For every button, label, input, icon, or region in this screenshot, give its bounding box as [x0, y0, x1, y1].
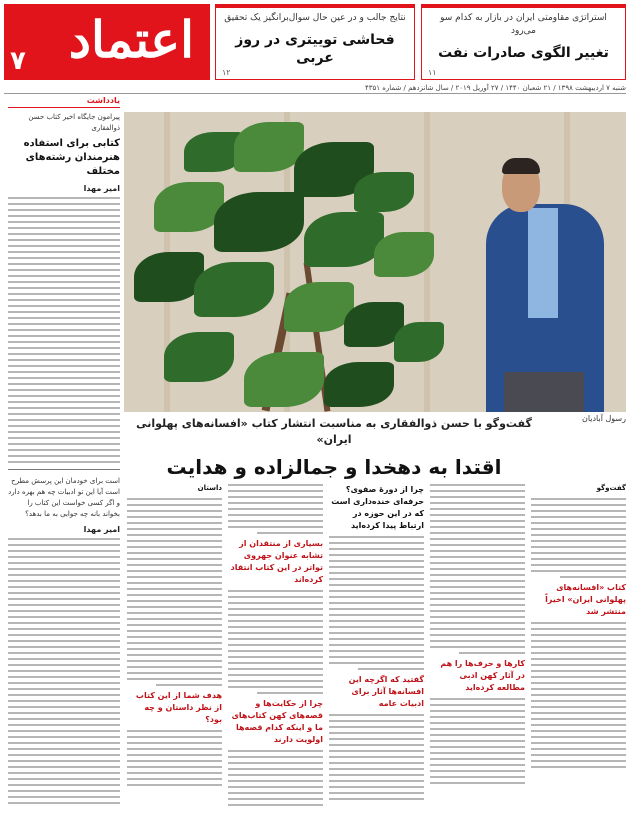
teaser-kicker: استراتژی مقاومتی ایران در بازار به کدام سو می‌رود — [440, 13, 607, 36]
article-column — [430, 480, 525, 816]
sidebar-headline[interactable]: کتابی برای استفاده هنرمندان رشته‌های مختلف — [23, 138, 120, 177]
foliage — [194, 262, 274, 317]
interview-question: گفتید که اگرچه این افسانه‌ها آثار برای ادبیات عامه — [348, 675, 424, 708]
teaser-twitter[interactable] — [215, 4, 415, 80]
foliage — [214, 192, 304, 252]
foliage — [164, 332, 234, 382]
page-number: ۷ — [10, 46, 26, 76]
article-column — [329, 480, 424, 816]
teaser-oil[interactable] — [421, 4, 626, 80]
sidebar-second-kicker: است برای خودمان این پرسش مطرح است آیا این تو ادبیات چه هم بهره دارد و اگر کسی خواست این کتاب را بخواند بانه چه جوابی به ما بدهد؟ — [8, 477, 120, 518]
interview-question: بسیاری از منتقدان از تشابه عنوان جهروی تواتر در این کتاب انتقاد کرده‌اند — [230, 539, 323, 584]
sidebar-column — [4, 94, 120, 816]
column-notes-label: داستان — [197, 484, 222, 492]
foliage — [324, 362, 394, 407]
column-intro-label: گفت‌وگو — [596, 484, 626, 492]
sidebar-second-body — [8, 538, 120, 804]
sidebar-section-label: یادداشت — [8, 94, 120, 108]
article-title[interactable]: اقتدا به دهخدا و جمالزاده و هدایت — [166, 455, 502, 479]
person-hair — [502, 158, 540, 174]
interview-question: چرا از حکایت‌ها و قصه‌های کهن کتاب‌های ما و اینکه کدام قصه‌ها اولویت دارند — [231, 699, 323, 744]
sidebar-author: امیر مهدا — [83, 184, 120, 193]
interview-photo[interactable] — [124, 112, 626, 412]
person-shirt — [528, 208, 558, 318]
logo-wordmark: اعتماد — [68, 10, 194, 69]
dateline: شنبه ۷ اردیبهشت ۱۳۹۸ / ۲۱ شعبان ۱۴۴۰ / ۲۷ آوریل ۲۰۱۹ / سال شانزدهم / شماره ۴۳۵۱ — [4, 82, 626, 94]
foliage — [374, 232, 434, 277]
foliage — [304, 212, 384, 267]
masthead — [0, 0, 630, 90]
newspaper-logo[interactable] — [4, 4, 210, 80]
foliage — [354, 172, 414, 212]
article-kicker: گفت‌وگو با حسن ذوالفقاری به مناسبت انتشار کتاب «افسانه‌های پهلوانی ایران» — [136, 417, 532, 446]
teaser-title: فحاشی توییتری در روز عربی — [235, 32, 395, 66]
teaser-title: تغییر الگوی صادرات نفت — [438, 45, 609, 61]
teaser-page: ۱۱ — [428, 68, 437, 77]
interview-question: کارها و حرف‌ها را هم در آثار کهن ادبی مطالعه کرده‌اید — [440, 659, 525, 692]
divider — [8, 469, 120, 470]
article-column — [531, 480, 626, 816]
interview-question: هدف شما از این کتاب از نظر داستان و چه بود؟ — [135, 691, 222, 724]
teaser-kicker: نتایج جالب و در عین حال سوال‌برانگیز یک تحقیق — [224, 13, 406, 23]
article-column — [228, 480, 323, 816]
photo-credit: رسول آبادیان — [581, 414, 626, 423]
sidebar-kicker: پیرامون جایگاه اخیر کتاب حسن ذوالفقاری — [28, 113, 120, 132]
foliage — [394, 322, 444, 362]
sidebar-body-text — [8, 197, 120, 463]
sidebar-second-author: امیر مهدا — [83, 525, 120, 534]
article-headline-block — [124, 416, 544, 479]
foliage — [244, 352, 324, 407]
interview-question: چرا از دورهٔ صفوی؟ حرفه‌ای خنده‌داری است که در این حوزه در ارتباط پیدا کرده‌اید — [331, 485, 424, 530]
interview-question: کتاب «افسانه‌های پهلوانی ایران» اخیراً منتشر شد — [545, 583, 626, 616]
article-body — [124, 480, 626, 816]
teaser-page: ۱۲ — [222, 68, 231, 77]
person-legs — [504, 372, 584, 412]
article-column — [127, 480, 222, 816]
